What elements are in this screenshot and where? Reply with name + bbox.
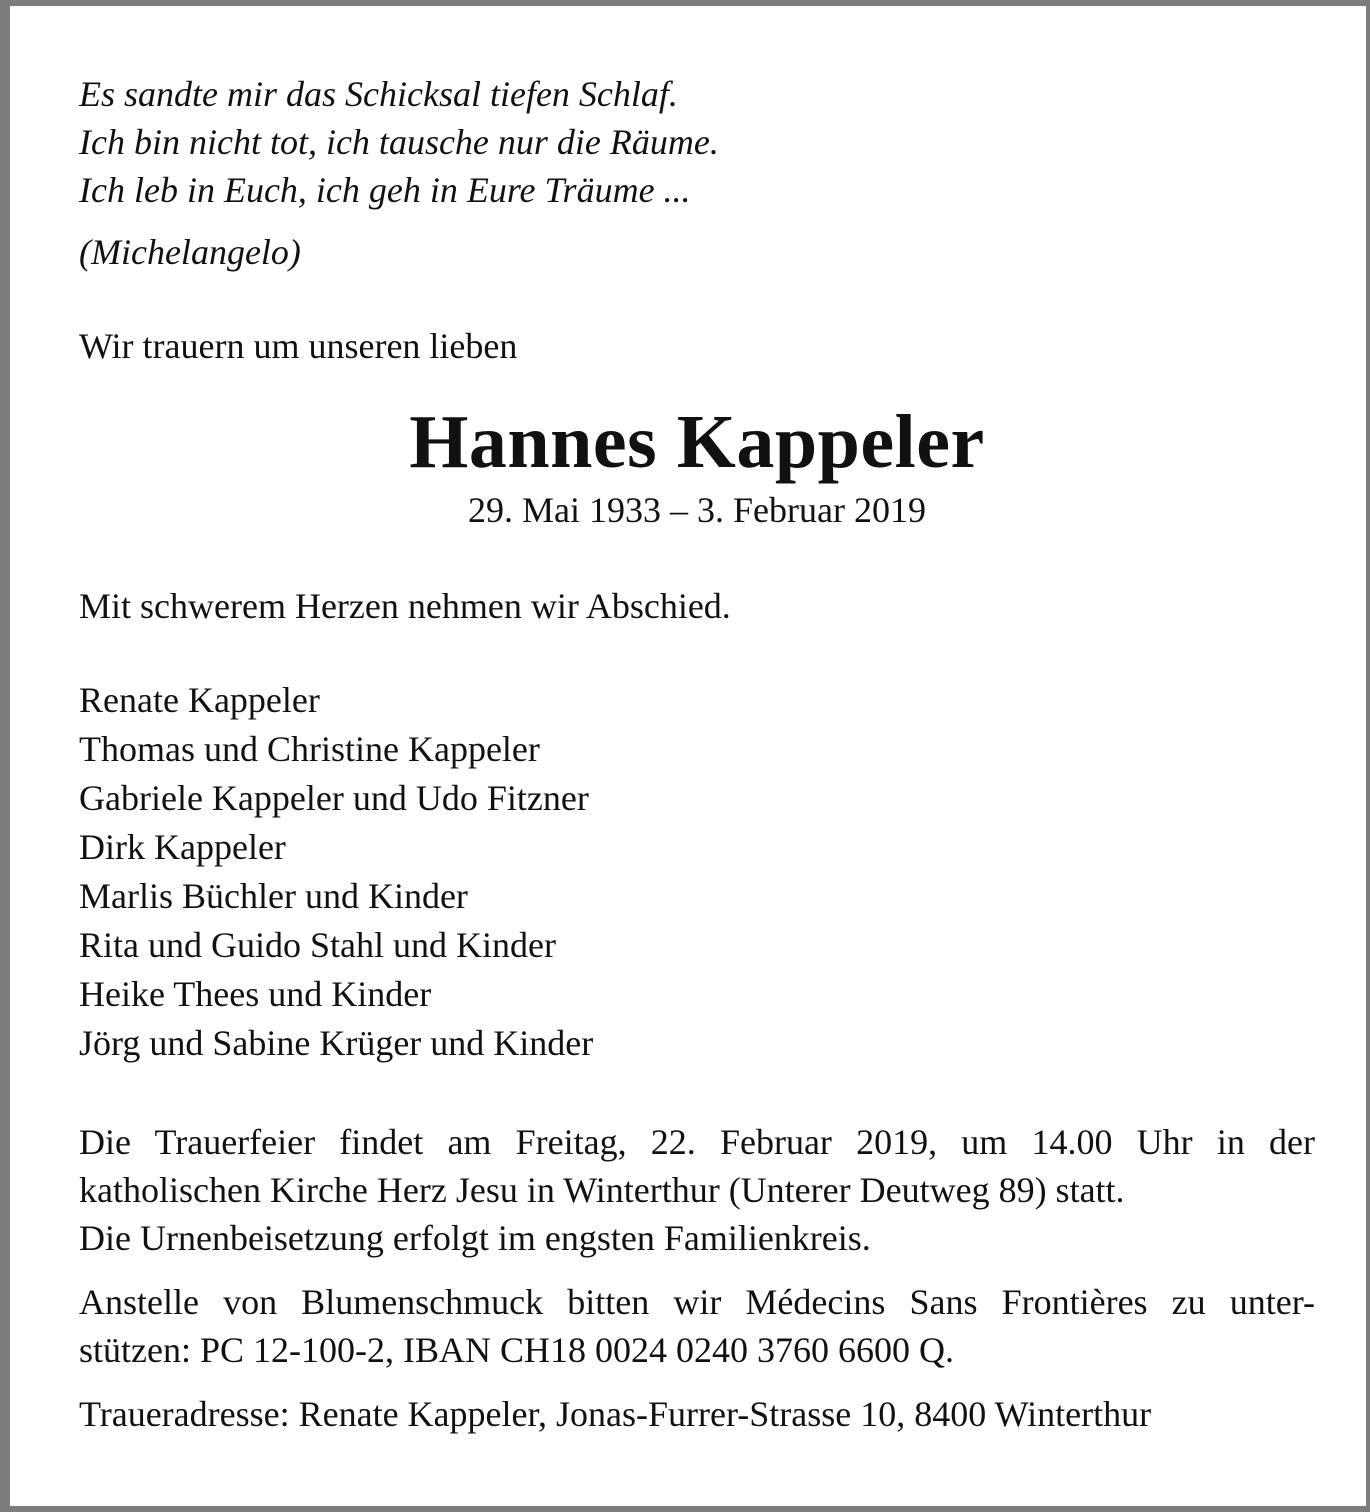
obituary-content <box>79 70 1315 1438</box>
farewell-text: Mit schwerem Herzen nehmen wir Abschied. <box>79 586 731 626</box>
mourner: Jörg und Sabine Krüger und Kinder <box>79 1023 594 1063</box>
donation-line: stützen: PC 12-100-2, IBAN CH18 0024 0240 3760 6600 Q. <box>79 1330 954 1370</box>
donation-line: Anstelle von Blumenschmuck bitten wir Médecins Sans Frontières zu unter- <box>79 1282 1315 1322</box>
poem-line: Ich bin nicht tot, ich tausche nur die Räume. <box>79 122 719 162</box>
poem <box>79 70 1315 214</box>
mourner: Marlis Büchler und Kinder <box>79 876 468 916</box>
deceased-name: Hannes Kappeler <box>409 400 985 484</box>
mourner: Thomas und Christine Kappeler <box>79 729 540 769</box>
ceremony-paragraph <box>79 1118 1315 1262</box>
deceased-dates: 29. Mai 1933 – 3. Februar 2019 <box>468 490 926 530</box>
mourner: Rita und Guido Stahl und Kinder <box>79 925 556 965</box>
ceremony-line: Die Trauerfeier findet am Freitag, 22. Februar 2019, um 14.00 Uhr in der <box>79 1122 1315 1162</box>
mourner: Heike Thees und Kinder <box>79 974 432 1014</box>
poem-line: Es sandte mir das Schicksal tiefen Schlaf. <box>79 74 678 114</box>
poem-author: (Michelangelo) <box>79 232 301 272</box>
poem-line: Ich leb in Euch, ich geh in Eure Träume ... <box>79 170 691 210</box>
ceremony-line: katholischen Kirche Herz Jesu in Winterthur (Unterer Deutweg 89) statt. <box>79 1170 1125 1210</box>
mourners-list <box>79 676 1315 1068</box>
mourning-address: Traueradresse: Renate Kappeler, Jonas-Furrer-Strasse 10, 8400 Winterthur <box>79 1394 1152 1434</box>
mourner: Dirk Kappeler <box>79 827 286 867</box>
ceremony-line: Die Urnenbeisetzung erfolgt im engsten Familienkreis. <box>79 1218 871 1258</box>
mourner: Gabriele Kappeler und Udo Fitzner <box>79 778 589 818</box>
mourner: Renate Kappeler <box>79 680 320 720</box>
intro-text: Wir trauern um unseren lieben <box>79 326 518 366</box>
donation-paragraph <box>79 1278 1315 1374</box>
